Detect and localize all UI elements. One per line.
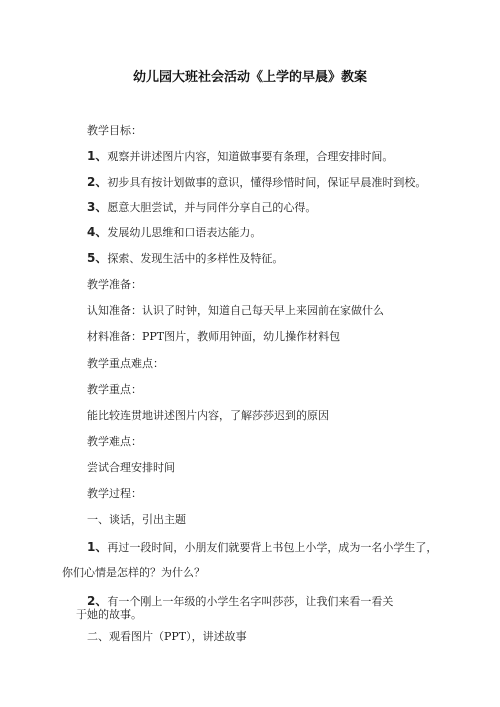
goal-text: 愿意大胆尝试，并与同伴分享自己的心得。 (107, 201, 317, 214)
goal-item (87, 249, 283, 266)
goal-item (87, 223, 261, 240)
goal-text: 观察并讲述图片内容，知道做事要有条理，合理安排时间。 (107, 150, 394, 163)
paragraph-line (87, 538, 437, 555)
goal-number: 2、 (87, 175, 108, 189)
paragraph-line: 你们心情是怎样的？为什么？ (62, 566, 205, 579)
key-heading: 教学重点： (87, 383, 142, 396)
goals-heading: 教学目标： (87, 124, 142, 137)
difficult-heading: 教学难点： (87, 435, 142, 448)
goal-number: 5、 (87, 251, 108, 265)
goal-item (87, 198, 316, 215)
process-heading: 教学过程： (87, 487, 142, 500)
goal-number: 4、 (87, 225, 108, 239)
paragraph-number: 1、 (87, 540, 108, 554)
goal-item (87, 173, 426, 190)
goal-text: 探索、发现生活中的多样性及特征。 (107, 252, 284, 265)
goal-number: 3、 (87, 200, 108, 214)
key-text: 能比较连贯地讲述图片内容，了解莎莎迟到的原因 (87, 409, 329, 422)
section-heading: 一、谈话，引出主题 (87, 513, 186, 526)
goal-item (87, 147, 393, 164)
paragraph-line: 于她的故事。 (76, 608, 142, 621)
goal-text: 发展幼儿思维和口语表达能力。 (107, 226, 262, 239)
goal-text: 初步具有按计划做事的意识，懂得珍惜时间，保证早晨准时到校。 (107, 176, 427, 189)
key-difficult-heading: 教学重点难点： (87, 357, 164, 370)
prep-cognitive: 认知准备：认识了时钟，知道自己每天早上来园前在家做什么 (87, 304, 384, 317)
section-heading: 二、观看图片（PPT），讲述故事 (87, 630, 247, 643)
paragraph-number: 2、 (87, 594, 108, 608)
difficult-text: 尝试合理安排时间 (87, 461, 175, 474)
goal-number: 1、 (87, 149, 108, 163)
paragraph-text: 有一个刚上一年级的小学生名字叫莎莎，让我们来看一看关 (107, 595, 394, 608)
page-title: 幼儿园大班社会活动《上学的早晨》教案 (132, 70, 367, 85)
prep-material: 材料准备：PPT图片，教师用钟面，幼儿操作材料包 (87, 330, 341, 343)
paragraph-text: 再过一段时间，小朋友们就要背上书包上小学，成为一名小学生了， (107, 541, 438, 554)
prep-heading: 教学准备： (87, 278, 142, 291)
